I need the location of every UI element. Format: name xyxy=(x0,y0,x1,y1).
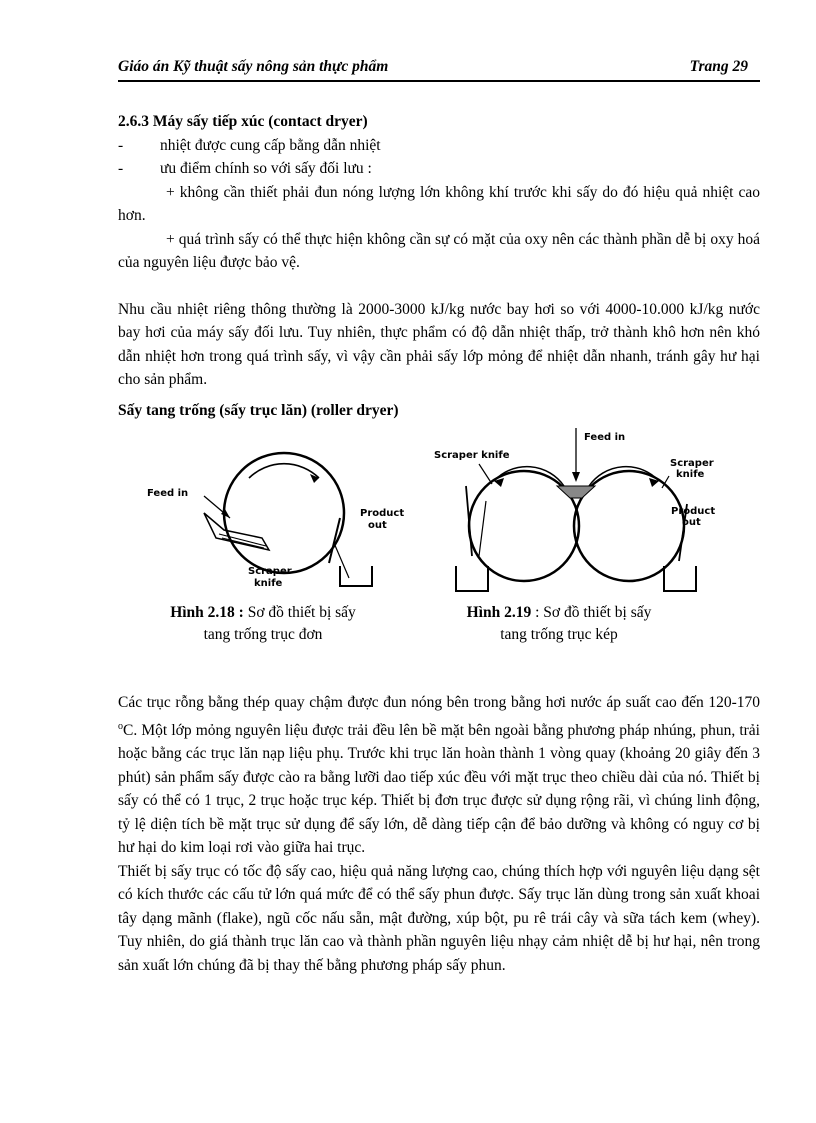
rotation-arrowhead xyxy=(310,474,319,483)
drum xyxy=(224,453,344,573)
paragraph-roller-description xyxy=(118,691,760,860)
label-arrow xyxy=(479,464,492,484)
label-scraper: Scraper xyxy=(670,458,714,469)
single-drum-dryer-diagram xyxy=(144,438,424,598)
subheading-roller-dryer: Sấy tang trống (sấy trục lăn) (roller dryer) xyxy=(118,401,399,419)
label-product: Product xyxy=(671,506,716,517)
paragraph-text: C. Một lớp mỏng nguyên liệu được trải đều lên bề mặt bên ngoài bằng phương pháp nhúng, phun, trải hoặc bằng các trục lăn nạp liệu phụ. Trước khi trục lăn hoàn thành 1 vòng quay (khoảng 20 giây đến 3 phút) sản phẩm sấy được cào ra bằng lưỡi dao tiếp xúc đều với mặt trục theo chiều dài của nó. Thiết bị sấy có thể có 1 trục, 2 trục hoặc trục kép. Thiết bị đơn trục được sử dụng rộng rãi, vì chúng linh động, tỷ lệ diện tích bề mặt trục sử dụng để sấy lớn, dễ dàng tiếp cận để bảo dưỡng và không có nguy cơ bị hư hại do kim loại rơi vào giữa hai trục. xyxy=(118,721,760,857)
bullet-text: ưu điểm chính so với sấy đối lưu : xyxy=(160,160,372,177)
rotation-arrow-left xyxy=(494,467,564,486)
label-knife: knife xyxy=(676,469,705,480)
advantage-point: + quá trình sấy có thể thực hiện không cần sự có mặt của oxy nên các thành phần dễ bị oxy hoá của nguyên liệu được bảo vệ. xyxy=(118,230,760,271)
label-scraper: Scraper xyxy=(248,566,292,577)
product-flow xyxy=(334,543,349,578)
label-knife: knife xyxy=(254,578,283,589)
paragraph-applications: Thiết bị sấy trục có tốc độ sấy cao, hiệu quả năng lượng cao, chúng thích hợp với nguyên liệu dạng sệt có kích thước các cấu tử lớn quá mức để có thể sấy phun được. Sấy trục lăn dùng trong sản xuất khoai tây dạng mãnh (flake), ngũ cốc nấu sẵn, mật đường, xúp bột, pu rê trái cây và sữa tách kem (whey). Tuy nhiên, do giá thành trục lăn cao và thành phần nguyên liệu nhạy cảm nhiệt dễ bị hư hại, nên trong sản xuất lớn chúng đã bị thay thế bằng phương pháp sấy phun. xyxy=(118,862,760,974)
product-container-right xyxy=(664,566,696,591)
figure-caption-2-18 xyxy=(118,602,408,646)
caption-text: tang trống trục kép xyxy=(500,626,618,643)
feed-pool xyxy=(557,486,595,498)
label-feed-in: Feed in xyxy=(147,488,189,499)
scraper-knife-left xyxy=(466,486,472,556)
product-container-left xyxy=(456,566,488,591)
section-heading: 2.6.3 Máy sấy tiếp xúc (contact dryer) xyxy=(118,113,368,130)
degree-sup: o xyxy=(118,720,123,732)
bullet-text: nhiệt được cung cấp bằng dẫn nhiệt xyxy=(160,136,381,154)
label-out: out xyxy=(682,517,701,528)
header-title: Giáo án Kỹ thuật sấy nông sản thực phẩm xyxy=(118,58,389,75)
rotation-arrow-right xyxy=(589,467,659,486)
double-drum-dryer-diagram xyxy=(424,426,724,601)
figure-caption-2-19 xyxy=(414,602,704,646)
label-out: out xyxy=(368,520,387,531)
figures xyxy=(118,426,760,688)
label-feed-in: Feed in xyxy=(584,432,626,443)
bullet-item: - nhiệt được cung cấp bằng dẫn nhiệt xyxy=(118,134,760,158)
page-content xyxy=(118,110,760,977)
product-flow-left xyxy=(479,501,486,556)
feed-layer xyxy=(222,538,264,548)
caption-number: Hình 2.18 : xyxy=(170,604,244,621)
label-product: Product xyxy=(360,508,405,519)
bullet-item: - ưu điểm chính so với sấy đối lưu : xyxy=(118,157,760,181)
feed-arrowhead xyxy=(221,509,230,518)
label-scraper-knife: Scraper knife xyxy=(434,450,510,461)
caption-text: : Sơ đồ thiết bị sấy xyxy=(531,604,652,621)
paragraph-text: Các trục rỗng bằng thép quay chậm được đun nóng bên trong bằng hơi nước áp suất cao đến 120-170 xyxy=(118,694,760,711)
advantage-point: + không cần thiết phải đun nóng lượng lớn không khí trước khi sấy do đó hiệu quả nhiệt cao hơn. xyxy=(118,183,760,224)
caption-text: Sơ đồ thiết bị sấy xyxy=(243,604,356,621)
caption-number: Hình 2.19 xyxy=(466,604,532,621)
paragraph-heat-demand: Nhu cầu nhiệt riêng thông thường là 2000-3000 kJ/kg nước bay hơi so với 4000-10.000 kJ/kg nước bay hơi của máy sấy đối lưu. Tuy nhiên, thực phẩm có độ dẫn nhiệt thấp, trở thành khô hơn nên khó dẫn nhiệt hơn trong quá trình sấy, vì vậy cần phải sấy lớp mỏng để nhiệt dẫn nhanh, tránh gây hư hại cho sản phẩm. xyxy=(118,300,760,388)
rotation-arrow xyxy=(249,464,319,478)
feed-arrowhead xyxy=(572,472,580,482)
page-number: Trang 29 xyxy=(689,58,748,75)
page-header xyxy=(118,56,760,82)
caption-text: tang trống trục đơn xyxy=(203,626,323,643)
